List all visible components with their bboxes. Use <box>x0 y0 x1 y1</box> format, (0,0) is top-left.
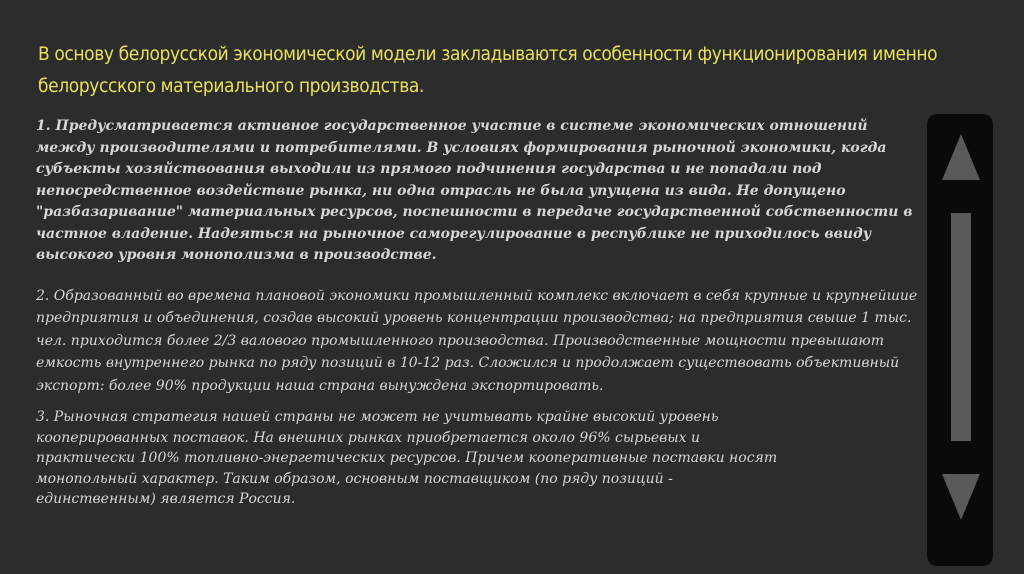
paragraph-2: 2. Образованный во времена плановой экономики промышленный комплекс включает в себя крупные и крупнейшие предприятия и объединения, создав высокий уровень концентрации производства; на предприятия свыше 1 тыс. чел. приходится более 2/3 валового промышленного производства. Производственные мощности превышают емкость внутреннего рынка по ряду позиций в 10-12 раз. Сложился и продолжает существовать объективный экспорт: более 90% продукции наша страна вынуждена экспортировать. <box>36 287 918 394</box>
scroll-down-button[interactable] <box>940 472 982 522</box>
scroll-bar-icon <box>951 213 971 441</box>
slide-title: В основу белорусской экономической модели закладываются особенности функционирования именно белорусского материального производства. <box>38 43 938 97</box>
scroll-bar[interactable] <box>940 213 982 441</box>
triangle-up-icon <box>940 132 982 182</box>
triangle-down-icon <box>940 472 982 522</box>
paragraph-1: 1. Предусматривается активное государственное участие в системе экономических отношений между производителями и потребителями. В условиях формирования рыночной экономики, когда субъекты хозяйствования выходили из прямого подчинения государства и не попадали под непосредственное воздействие рынка, ни одна отрасль не была упущена из вида. Не допущено "разбазаривание" материальных ресурсов, поспешности в передаче государственной собственности в частное владение. Надеяться на рыночное саморегулирование в республике не приходилось ввиду высокого уровня монополизма в производстве. <box>36 118 913 263</box>
paragraph-3: 3. Рыночная стратегия нашей страны не может не учитывать крайне высокий уровень кооперированных поставок. На внешних рынках приобретается около 96% сырьевых и практически 100% топливно-энергетических ресурсов. Причем кооперативные поставки носят монопольный характер. Таким образом, основным поставщиком (по ряду позиций - единственным) является Россия. <box>36 409 778 507</box>
slide-body <box>36 116 926 510</box>
scroll-up-button[interactable] <box>940 132 982 182</box>
